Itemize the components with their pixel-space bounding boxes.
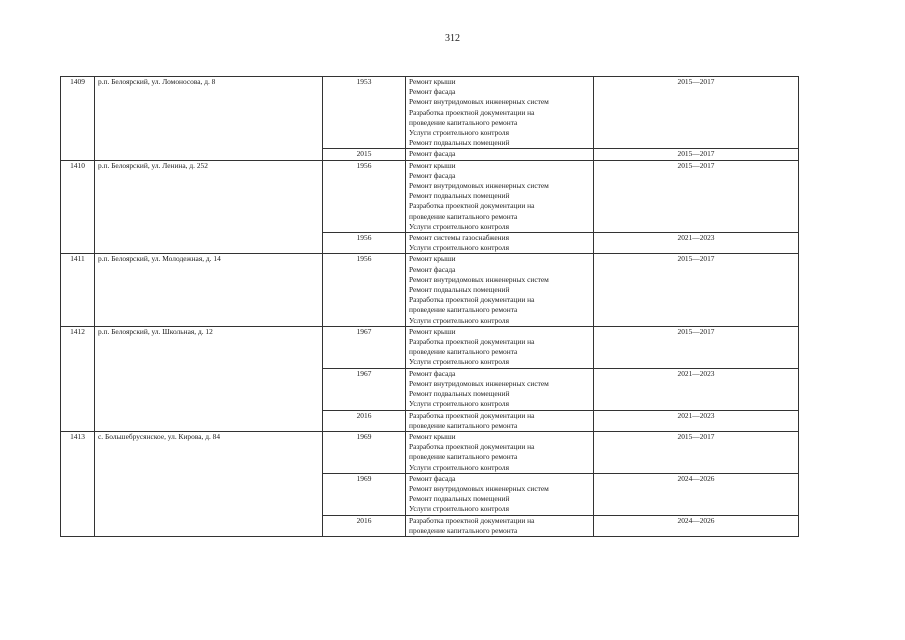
work-item: Ремонт крыши [409, 326, 456, 336]
period-cell: 2015—2017 [594, 149, 799, 160]
year-cell: 1967 [323, 326, 406, 368]
building-address: с. Большебрусянское, ул. Кирова, д. 84 [95, 431, 323, 536]
page-number: 312 [445, 33, 460, 44]
year-cell: 2015 [323, 149, 406, 160]
period-cell: 2024—2026 [594, 515, 799, 536]
work-item: Ремонт крыши [409, 77, 456, 86]
work-item: Ремонт подвальных помещений [409, 191, 510, 201]
works-cell [406, 77, 594, 149]
period-cell: 2021—2023 [594, 233, 799, 254]
works-cell [406, 254, 594, 326]
building-address: р.п. Белоярский, ул. Школьная, д. 12 [95, 326, 323, 431]
work-item: Разработка проектной документации на [409, 295, 535, 305]
work-item: Ремонт крыши [409, 160, 456, 170]
work-item: Ремонт подвальных помещений [409, 389, 510, 399]
period-cell: 2015—2017 [594, 326, 799, 368]
year-cell: 1969 [323, 473, 406, 515]
works-cell [406, 431, 594, 473]
works-cell [406, 233, 594, 254]
building-address: р.п. Белоярский, ул. Ленина, д. 252 [95, 160, 323, 254]
period-cell: 2015—2017 [594, 77, 799, 149]
work-item: Ремонт внутридомовых инженерных систем [409, 378, 549, 388]
work-item: проведение капитального ремонта [409, 420, 518, 430]
building-number: 1412 [61, 326, 95, 431]
work-item: Услуги строительного контроля [409, 357, 509, 367]
building-address: р.п. Белоярский, ул. Молодежная, д. 14 [95, 254, 323, 326]
work-item: Ремонт внутридомовых инженерных систем [409, 483, 549, 493]
work-item: Услуги строительного контроля [409, 221, 509, 231]
period-cell: 2021—2023 [594, 368, 799, 410]
work-item: Услуги строительного контроля [409, 128, 509, 138]
work-item: Ремонт фасада [409, 473, 456, 483]
works-cell [406, 515, 594, 536]
work-item: Услуги строительного контроля [409, 315, 509, 325]
repair-schedule-table [60, 76, 799, 537]
building-number: 1413 [61, 431, 95, 536]
work-item: проведение капитального ремонта [409, 347, 518, 357]
building-address: р.п. Белоярский, ул. Ломоносова, д. 8 [95, 77, 323, 161]
works-cell [406, 160, 594, 232]
works-cell [406, 368, 594, 410]
work-item: Услуги строительного контроля [409, 243, 509, 253]
work-item: Ремонт фасада [409, 264, 456, 274]
period-cell: 2024—2026 [594, 473, 799, 515]
work-item: Ремонт внутридомовых инженерных систем [409, 274, 549, 284]
year-cell: 1956 [323, 233, 406, 254]
year-cell: 2016 [323, 515, 406, 536]
work-item: Услуги строительного контроля [409, 399, 509, 409]
year-cell: 1969 [323, 431, 406, 473]
work-item: проведение капитального ремонта [409, 211, 518, 221]
work-item: Ремонт подвальных помещений [409, 285, 510, 295]
work-item: Ремонт системы газоснабжения [409, 233, 509, 243]
repair-schedule-body [61, 77, 799, 537]
work-item: Ремонт фасада [409, 368, 456, 378]
period-cell: 2015—2017 [594, 160, 799, 232]
table-row [61, 77, 799, 149]
period-cell: 2015—2017 [594, 254, 799, 326]
work-item: Ремонт подвальных помещений [409, 494, 510, 504]
work-item: Разработка проектной документации на [409, 107, 535, 117]
work-item: Ремонт крыши [409, 254, 456, 264]
work-item: проведение капитального ремонта [409, 525, 518, 535]
work-item: проведение капитального ремонта [409, 117, 518, 127]
work-item: проведение капитального ремонта [409, 305, 518, 315]
works-cell [406, 326, 594, 368]
work-item: Ремонт фасада [409, 170, 456, 180]
table-row [61, 431, 799, 473]
works-cell [406, 473, 594, 515]
building-number: 1411 [61, 254, 95, 326]
work-item: Ремонт подвальных помещений [409, 138, 510, 148]
year-cell: 1953 [323, 77, 406, 149]
work-item: Разработка проектной документации на [409, 442, 535, 452]
work-item: Разработка проектной документации на [409, 515, 535, 525]
building-number: 1410 [61, 160, 95, 254]
year-cell: 1956 [323, 254, 406, 326]
work-item: Ремонт фасада [409, 87, 456, 97]
work-item: Разработка проектной документации на [409, 337, 535, 347]
year-cell: 1956 [323, 160, 406, 232]
work-item: Услуги строительного контроля [409, 462, 509, 472]
work-item: Услуги строительного контроля [409, 504, 509, 514]
work-item: Ремонт крыши [409, 431, 456, 441]
building-number: 1409 [61, 77, 95, 161]
work-item: Ремонт внутридомовых инженерных систем [409, 181, 549, 191]
table-row [61, 160, 799, 232]
year-cell: 2016 [323, 410, 406, 431]
work-item: Ремонт фасада [409, 149, 456, 159]
work-item: проведение капитального ремонта [409, 452, 518, 462]
table-row [61, 254, 799, 326]
works-cell [406, 149, 594, 160]
work-item: Ремонт внутридомовых инженерных систем [409, 97, 549, 107]
period-cell: 2015—2017 [594, 431, 799, 473]
work-item: Разработка проектной документации на [409, 410, 535, 420]
year-cell: 1967 [323, 368, 406, 410]
period-cell: 2021—2023 [594, 410, 799, 431]
work-item: Разработка проектной документации на [409, 201, 535, 211]
works-cell [406, 410, 594, 431]
table-row [61, 326, 799, 368]
